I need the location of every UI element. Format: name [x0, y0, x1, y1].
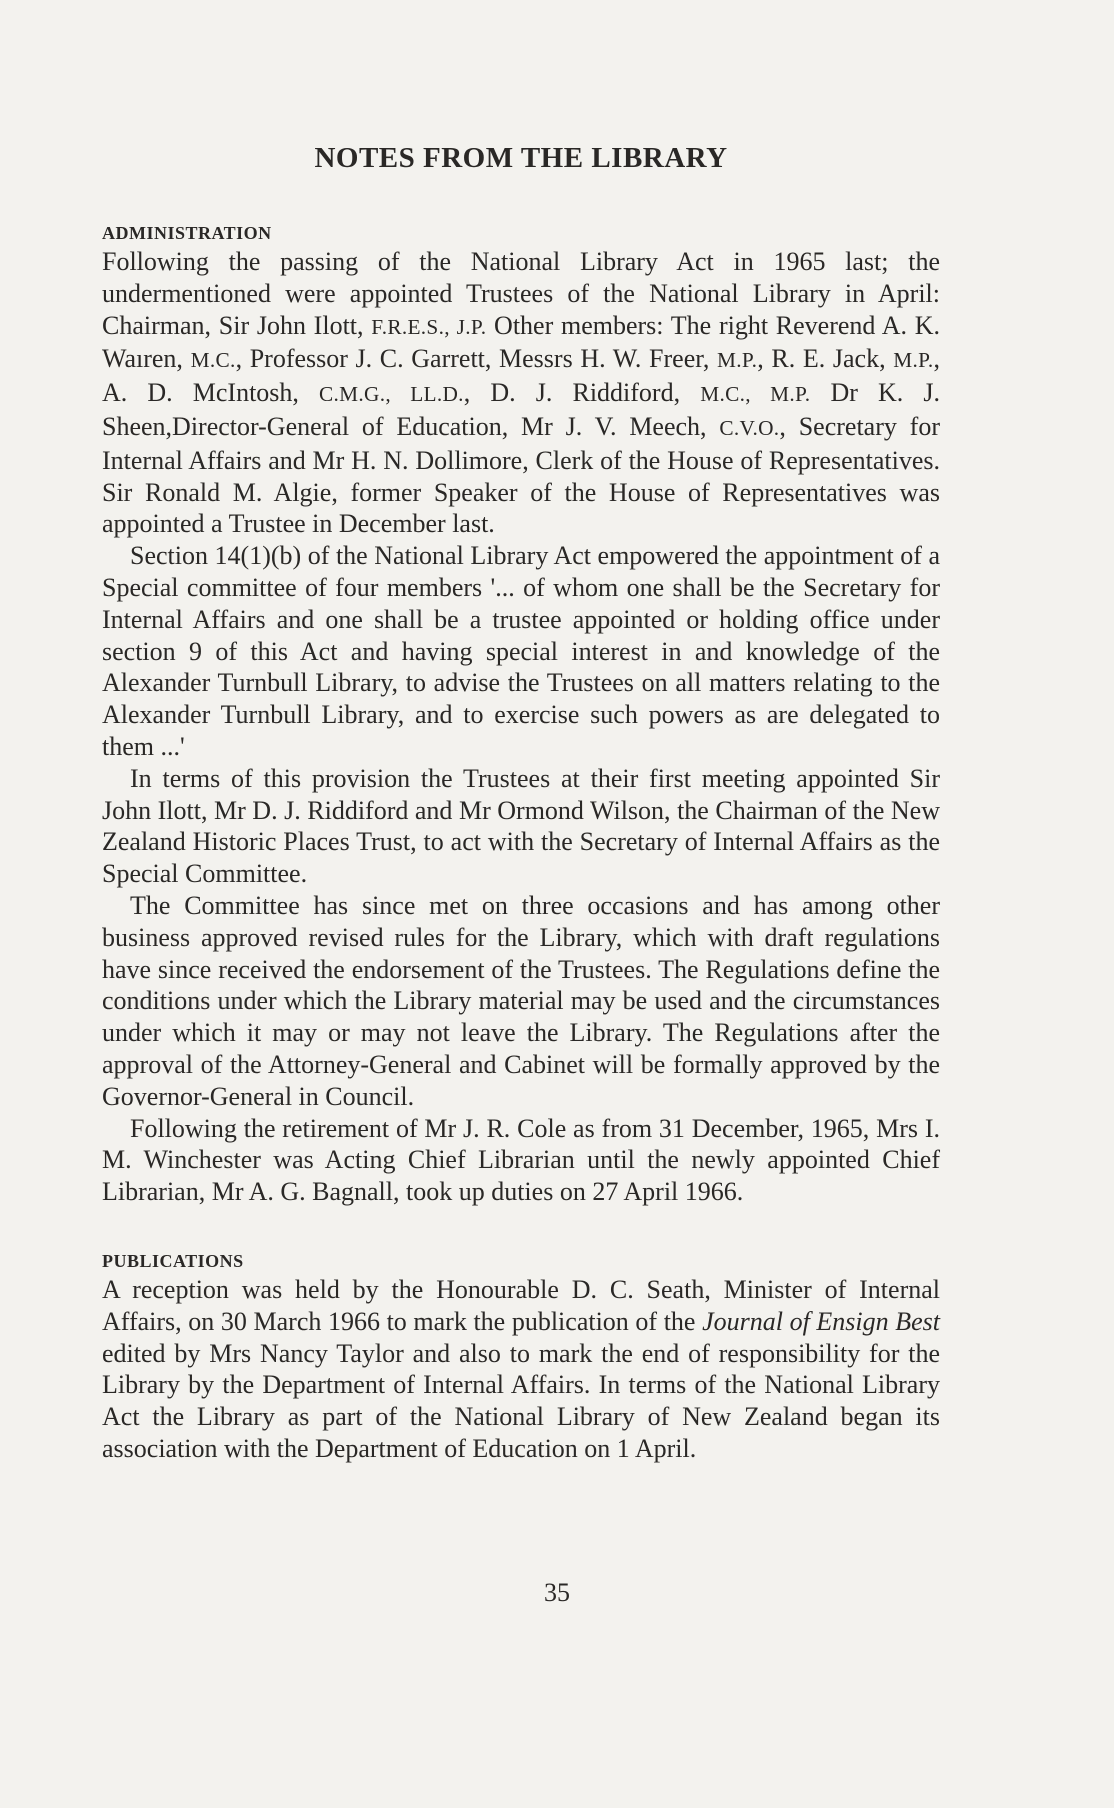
paragraph [102, 890, 940, 1113]
text-run: , D. J. Riddiford, [463, 378, 701, 408]
section-gap [102, 1208, 940, 1248]
honorific-abbrev: M.C. [190, 348, 236, 373]
text-run: Following the passing of the National Library Act in 1965 last; the undermentioned were appointed Trustees of the National Library in April: Chairman, Sir John Ilott, [102, 247, 940, 340]
honorific-abbrev: M.C., M.P. [700, 382, 811, 407]
text-run: Dr K. J. Sheen,Director-General of Education, Mr J. V. Meech, [102, 378, 940, 441]
page-title: NOTES FROM THE LIBRARY [314, 142, 728, 174]
honorific-abbrev: C.M.G., LL.D. [319, 382, 464, 407]
honorific-abbrev: F.R.E.S., J.P. [371, 314, 487, 339]
text-run: edited by Mrs Nancy Taylor and also to mark the end of responsibility for the Library by the Department of Internal Affairs. In terms of the National Library Act the Library as part of the National Library of New Zealand began its association with the Department of Education on 1 April. [102, 1338, 940, 1463]
text-run: Following the retirement of Mr J. R. Cole as from 31 December, 1965, Mrs I. M. Winchester was Acting Chief Librarian until the newly appointed Chief Librarian, Mr A. G. Bagnall, took up duties on 27 April 1966. [102, 1113, 940, 1207]
text-run: , Secretary for Internal Affairs and Mr H. N. Dollimore, Clerk of the House of Representatives. Sir Ronald M. Algie, former Speaker of the House of Representatives was appointed a Trustee in December last. [102, 411, 940, 539]
section-heading: PUBLICATIONS [102, 1250, 244, 1271]
text-run: A reception was held by the Honourable D. C. Seath, Minister of Internal Affairs, on 30 March 1966 to mark the publication of the [102, 1274, 940, 1336]
text-run: In terms of this provision the Trustees at their first meeting appointed Sir John Ilott, Mr D. J. Riddiford and Mr Ormond Wilson, the Chairman of the New Zealand Historic Places Trust, to act with the Secretary of Internal Affairs as the Special Committee. [102, 763, 940, 889]
section-administration [102, 220, 940, 1208]
page-content [102, 140, 940, 1465]
section-body [102, 1274, 940, 1465]
paragraph [102, 540, 940, 763]
text-run: , A. D. McIntosh, [102, 344, 941, 408]
text-run: , Professor J. C. Garrett, Messrs H. W. Freer, [235, 344, 717, 374]
page-number: 35 [544, 1578, 570, 1607]
honorific-abbrev: C.V.O. [719, 415, 780, 440]
section-publications [102, 1248, 940, 1465]
section-heading: ADMINISTRATION [102, 223, 272, 243]
paragraph [102, 1113, 940, 1208]
paragraph [102, 1274, 940, 1465]
honorific-abbrev: M.P. [716, 348, 758, 373]
text-run: Section 14(1)(b) of the National Library Act empowered the appointment of a Special committee of four members '... of whom one shall be the Secretary for Internal Affairs and one shall be a trustee appointed or holding office under section 9 of this Act and having special interest in and knowledge of the Alexander Turnbull Library, to advise the Trustees on all matters relating to the Alexander Turnbull Library, and to exercise such powers as are delegated to them ...' [102, 541, 940, 761]
text-run: , R. E. Jack, [757, 344, 894, 374]
text-run: Other members: The right Reverend A. K. Waıren, [102, 310, 940, 374]
paragraph [102, 246, 940, 540]
italic-title: Journal of Ensign Best [702, 1306, 941, 1336]
section-body [102, 246, 940, 1208]
paragraph [102, 763, 940, 890]
honorific-abbrev: M.P. [893, 348, 934, 373]
text-run: The Committee has since met on three occasions and has among other business approved revised rules for the Library, which with draft regulations have since received the endorsement of the Trustees. The Regulations define the conditions under which the Library material may be used and the circumstances under which it may or may not leave the Library. The Regulations after the approval of the Attorney-General and Cabinet will be formally approved by the Governor-General in Council. [102, 890, 940, 1111]
